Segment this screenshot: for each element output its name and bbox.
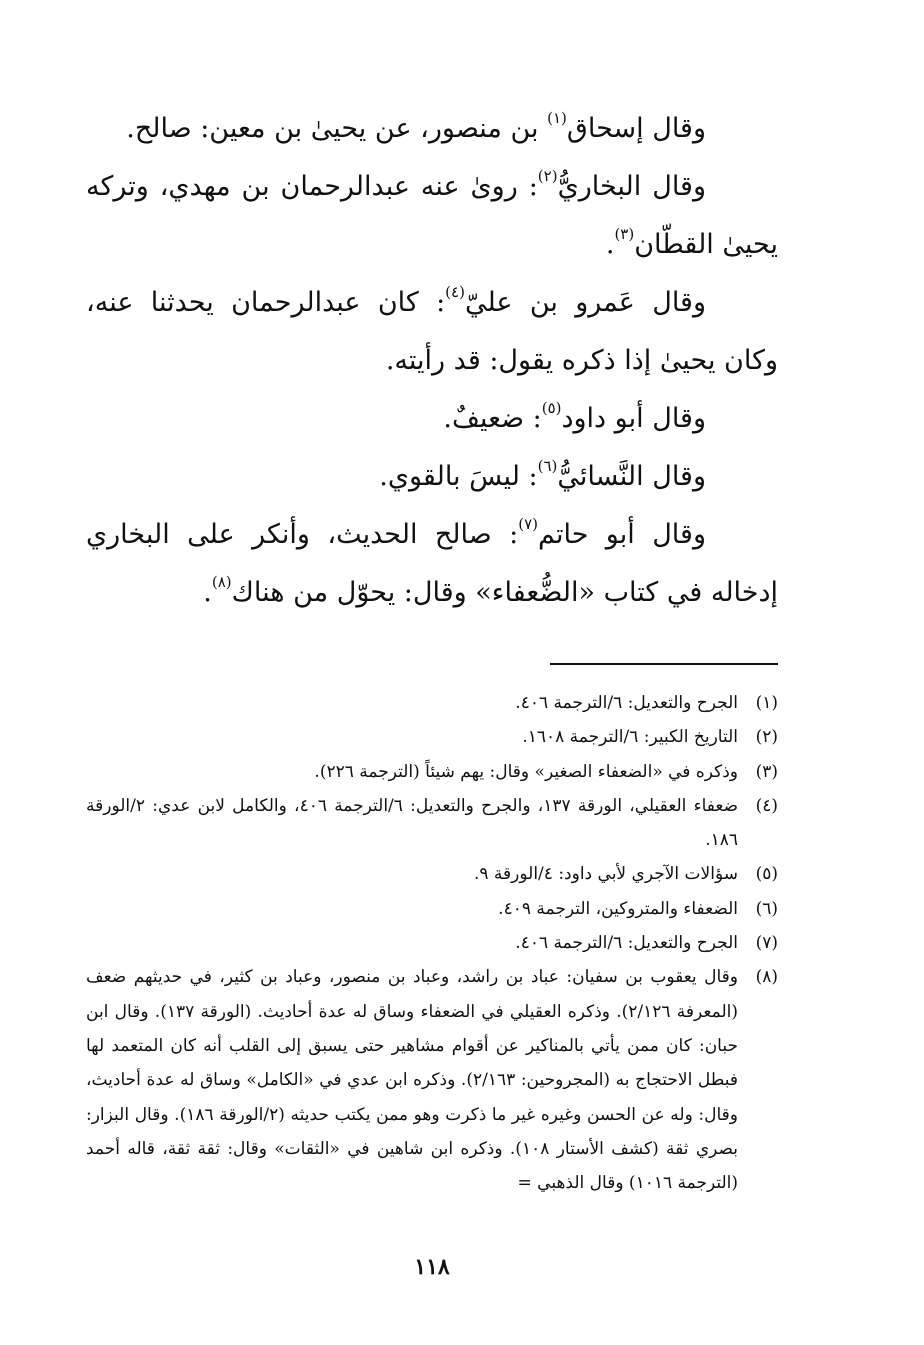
footnote-1 [86,686,778,720]
footnote-number: (٦) [755,898,778,919]
paragraph-text: : صالح الحديث، وأنكر على البخاري إدخاله في كتاب «الضُّعفاء» وقال: يحوّل من هناك [86,519,778,608]
paragraph-text: وقال النَّسائيُّ [557,461,706,492]
footnote-separator [550,663,778,665]
footnote-number: (٣) [755,761,778,782]
footnote-4 [86,789,778,858]
footnote-text: سؤالات الآجري لأبي داود: ٤/الورقة ٩. [473,864,738,885]
footnote-7 [86,926,778,960]
paragraph-amr-bin-ali [86,274,778,390]
footnote-number: (٤) [755,795,778,816]
paragraph-text: . [203,577,212,608]
footnote-text: التاريخ الكبير: ٦/الترجمة ١٦٠٨. [522,727,738,748]
paragraph-text: وقال إسحاق [566,113,706,144]
footnote-text: وقال يعقوب بن سفيان: عباد بن راشد، وعباد بن منصور، وعباد بن كثير، في حديثهم ضعف (المعرفة ٢/١٢٦). وذكره العقيلي في الضعفاء وساق له عدة أحاديث. (الورقة ١٣٧). وقال ابن حبان: كان ممن يأتي بالمناكير عن أقوام مشاهير حتى يسبق إلى القلب أنه كان المتعمد لها فبطل الاحتجاج به (المجروحين: ٢/١٦٣). وذكره ابن عدي في «الكامل» وساق له عدة أحاديث، وقال: وله عن الحسن وغيره غير ما ذكرت وهو ممن يكتب حديثه (٢/الورقة ١٨٦). وقال البزار: بصري ثقة (كشف الأستار ١٠٨). وذكره ابن شاهين في «الثقات» وقال: ثقة ثقة، قاله أحمد (الترجمة ١٠١٦) وقال الذهبي = [86,967,739,1194]
paragraph-text: وقال أبو حاتم [537,519,706,550]
footnote-8 [86,960,778,1200]
footnote-number: (٥) [755,864,778,885]
main-text [86,100,778,622]
paragraph-text: وقال أبو داود [561,403,706,434]
paragraph-text: . [605,229,615,260]
paragraph-abu-hatim [86,506,778,622]
book-page [86,0,778,1345]
footnote-marker: (٤) [445,283,465,301]
paragraph-text: بن منصور، عن يحيىٰ بن معين: صالح. [126,113,548,144]
footnote-text: وذكره في «الضعفاء الصغير» وقال: يهم شيئاً (الترجمة ٢٢٦). [314,761,738,782]
footnote-number: (٢) [755,727,778,748]
paragraph-bukhari [86,158,778,274]
footnote-2 [86,720,778,754]
footnote-marker: (٣) [614,225,635,243]
paragraph-ishaq [86,100,778,158]
footnote-6 [86,892,778,926]
footnote-marker: (٦) [537,457,558,475]
paragraph-nasai [86,448,778,506]
footnote-number: (٧) [755,933,778,954]
paragraph-text: : ليسَ بالقوي. [379,461,538,492]
footnote-text: الجرح والتعديل: ٦/الترجمة ٤٠٦. [515,693,738,713]
paragraph-text: وقال البخاريُّ [557,171,706,202]
footnote-marker: (١) [547,109,567,127]
paragraph-text: : ضعيفٌ. [443,403,542,434]
footnote-3 [86,755,778,789]
paragraph-abu-dawud [86,390,778,448]
footnote-marker: (٨) [211,573,232,591]
footnote-text: ضعفاء العقيلي، الورقة ١٣٧، والجرح والتعديل: ٦/الترجمة ٤٠٦، والكامل لابن عدي: ٢/الورقة ١٨٦. [86,795,739,851]
footnote-number: (٨) [755,967,778,988]
paragraph-text: : روىٰ عنه عبدالرحمان بن مهدي، وتركه يحيىٰ القطّان [86,171,778,260]
footnote-text: الجرح والتعديل: ٦/الترجمة ٤٠٦. [515,933,738,954]
footnote-5 [86,857,778,891]
footnote-marker: (٢) [537,167,558,185]
paragraph-text: وقال عَمرو بن عليّ [464,287,706,318]
footnote-number: (١) [755,693,778,713]
footnotes [86,686,778,1200]
footnote-marker: (٧) [518,515,538,533]
paragraph-text: : كان عبدالرحمان يحدثنا عنه، وكان يحيىٰ إذا ذكره يقول: قد رأيته. [86,287,778,376]
footnote-marker: (٥) [541,399,562,417]
footnote-text: الضعفاء والمتروكين، الترجمة ٤٠٩. [498,898,738,919]
page-number: ١١٨ [414,1254,450,1280]
